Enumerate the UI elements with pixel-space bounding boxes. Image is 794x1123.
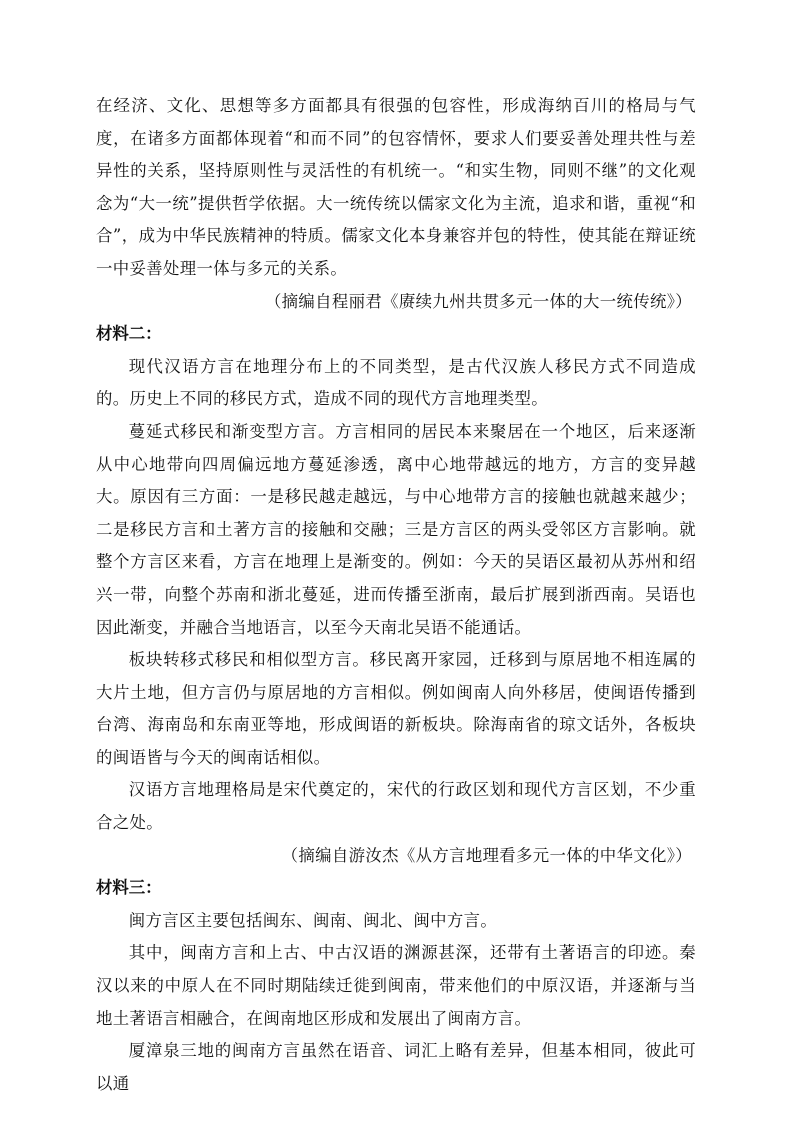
material-two-source: （摘编自游汝杰《从方言地理看多元一体的中华文化》） bbox=[281, 845, 692, 865]
section1-source: （摘编自程丽君《赓续九州共贯多元一体的大一统传统》） bbox=[264, 291, 692, 311]
material-three-paragraph-3: 厦漳泉三地的闽南方言虽然在语音、词汇上略有差异，但基本相同，彼此可以通 bbox=[96, 1041, 696, 1093]
material-two-paragraph-3: 板块转移式移民和相似型方言。移民离开家园，迁移到与原居地不相连属的大片土地，但方言仍与原居地的方言相似。例如闽南人向外移居，使闽语传播到台湾、海南岛和东南亚等地，形成闽语的新板块。除海南省的琼文话外，各板块的闽语皆与今天的闽南话相似。 bbox=[96, 650, 696, 767]
material-two-paragraph-4: 汉语方言地理格局是宋代奠定的，宋代的行政区划和现代方言区划，不少重合之处。 bbox=[96, 780, 696, 833]
material-three-heading: 材料三： bbox=[96, 878, 162, 898]
material-two-heading: 材料二： bbox=[96, 324, 162, 344]
material-three-paragraph-1: 闽方言区主要包括闽东、闽南、闽北、闽中方言。 bbox=[128, 910, 498, 930]
document-page bbox=[96, 90, 696, 1100]
material-three-paragraph-2: 其中，闽南方言和上古、中古汉语的渊源甚深，还带有土著语言的印迹。秦汉以来的中原人在不同时期陆续迁徙到闽南，带来他们的中原汉语，并逐渐与当地土著语言相融合，在闽南地区形成和发展出了闽南方言。 bbox=[96, 943, 696, 1028]
material-two-paragraph-2: 蔓延式移民和渐变型方言。方言相同的居民本来聚居在一个地区，后来逐渐从中心地带向四周偏远地方蔓延渗透，离中心地带越远的地方，方言的变异越大。原因有三方面：一是移民越走越远，与中心地带方言的接触也就越来越少；二是移民方言和土著方言的接触和交融；三是方言区的两头受邻区方言影响。就整个方言区来看，方言在地理上是渐变的。例如：今天的吴语区最初从苏州和绍兴一带，向整个苏南和浙北蔓延，进而传播至浙南，最后扩展到浙西南。吴语也因此渐变，并融合当地语言，以至今天南北吴语不能通话。 bbox=[96, 421, 696, 637]
section1-paragraph: 在经济、文化、思想等多方面都具有很强的包容性，形成海纳百川的格局与气度，在诸多方面都体现着“和而不同”的包容情怀，要求人们要妥善处理共性与差异性的关系，坚持原则性与灵活性的有机统一。“和实生物，同则不继”的文化观念为“大一统”提供哲学依据。大一统传统以儒家文化为主流，追求和谐，重视“和合”，成为中华民族精神的特质。儒家文化本身兼容并包的特性，使其能在辩证统一中妥善处理一体与多元的关系。 bbox=[96, 96, 696, 278]
material-two-paragraph-1: 现代汉语方言在地理分布上的不同类型，是古代汉族人移民方式不同造成的。历史上不同的移民方式，造成不同的现代方言地理类型。 bbox=[96, 356, 696, 409]
